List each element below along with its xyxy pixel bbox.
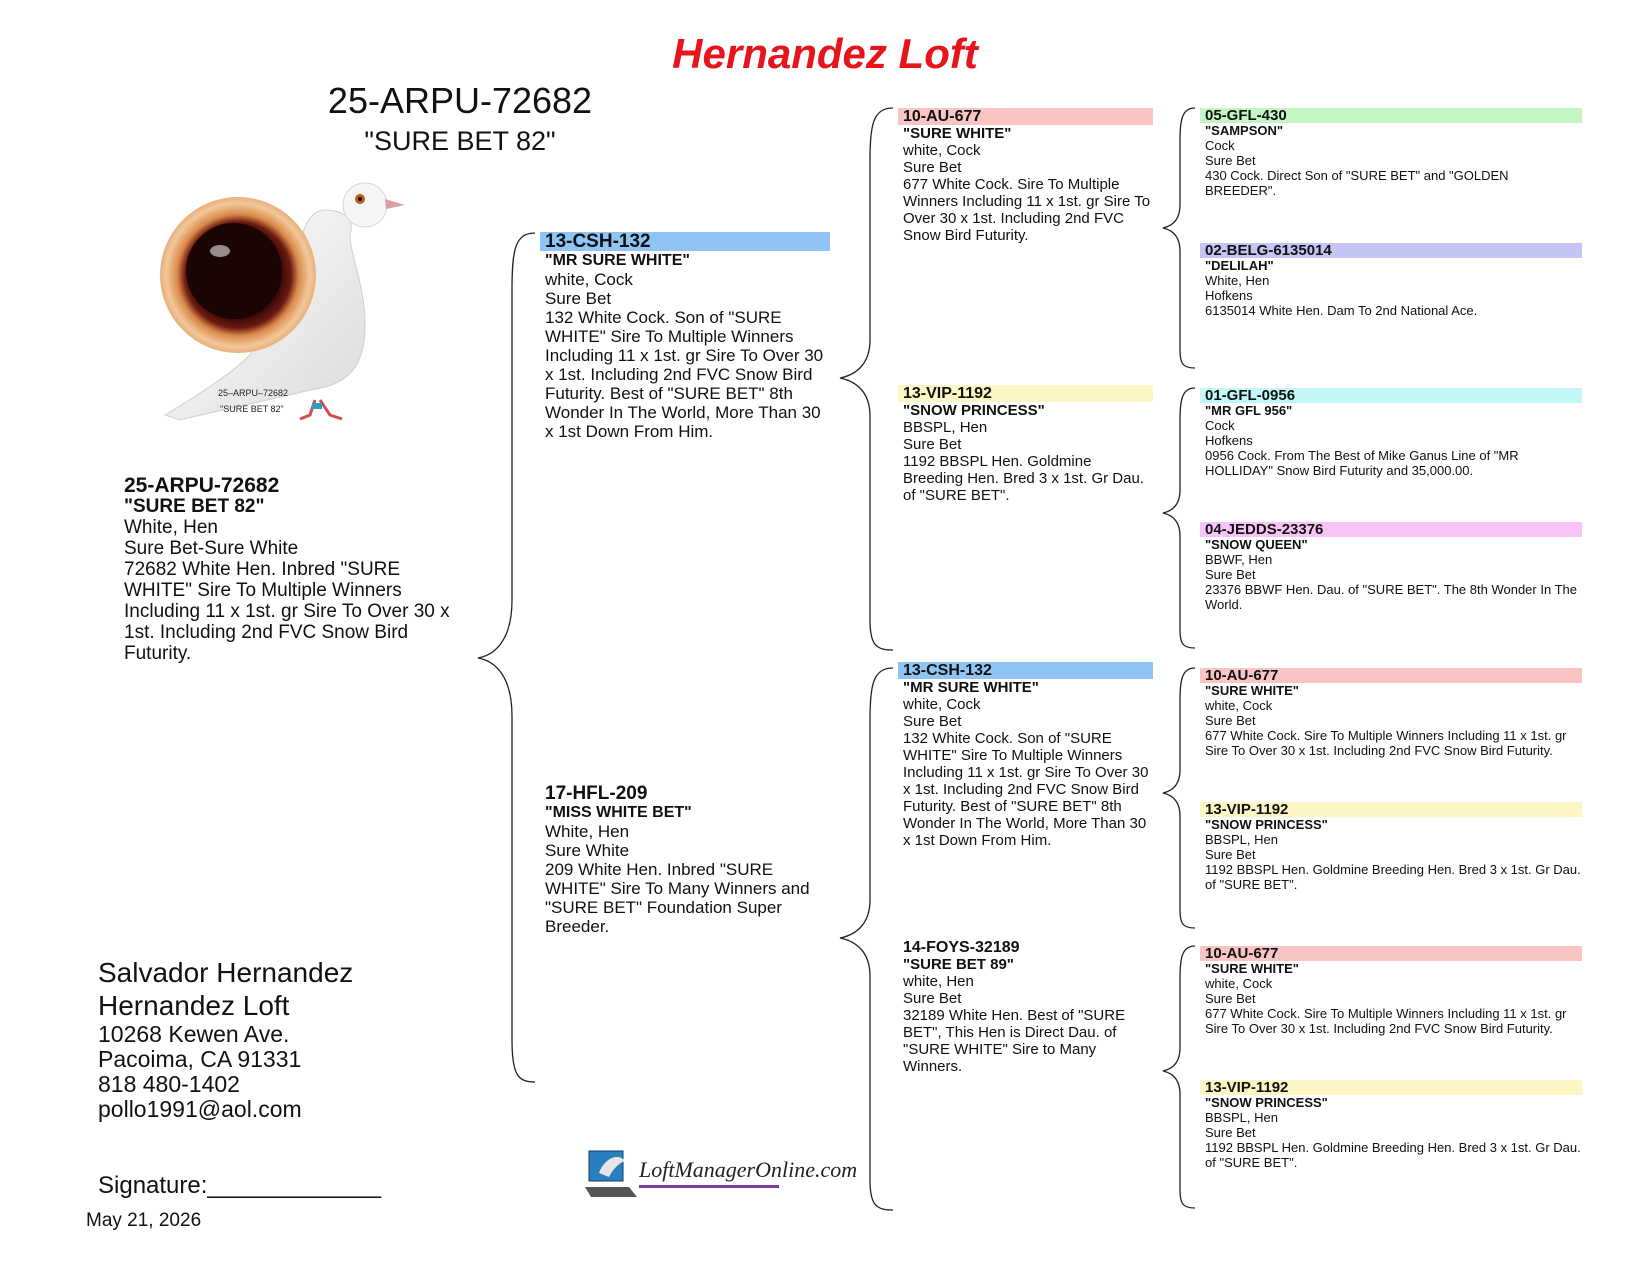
sire-strain: Sure Bet — [545, 289, 612, 308]
bracket-sire — [840, 108, 893, 650]
ggp-notes: 23376 BBWF Hen. Dau. of "SURE BET". The 8th Wonder In The World. — [1205, 582, 1577, 612]
owner-loft: Hernandez Loft — [98, 990, 290, 1021]
ggp-name: "SNOW PRINCESS" — [1205, 817, 1328, 832]
gp-strain: Sure Bet — [903, 436, 962, 453]
ggp-ring: 01-GFL-0956 — [1200, 388, 1582, 403]
gp-name: "SURE WHITE" — [903, 125, 1012, 142]
gp-color-sex: BBSPL, Hen — [903, 419, 988, 436]
bracket-subject — [478, 233, 535, 1082]
gp-notes: 32189 White Hen. Best of "SURE BET", This Hen is Direct Dau. of "SURE WHITE" Sire to Many Winners. — [903, 1007, 1126, 1075]
gp-strain: Sure Bet — [903, 159, 962, 176]
gp-ring: 13-VIP-1192 — [898, 385, 1153, 402]
ggp-strain: Sure Bet — [1205, 847, 1256, 862]
gp-strain: Sure Bet — [903, 990, 962, 1007]
ggp-color-sex: BBSPL, Hen — [1205, 832, 1278, 847]
print-date: May 21, 2026 — [86, 1210, 202, 1231]
sire-ring: 13-CSH-132 — [540, 232, 830, 251]
ggp-name: "SNOW PRINCESS" — [1205, 1095, 1328, 1110]
ggp-strain: Sure Bet — [1205, 991, 1256, 1006]
ggp-notes: 677 White Cock. Sire To Multiple Winners Including 11 x 1st. gr Sire To Over 30 x 1st. Including 2nd FVC Snow Bird Futurity. — [1205, 728, 1567, 758]
ggp-strain: Sure Bet — [1205, 567, 1256, 582]
ggp-strain: Hofkens — [1205, 288, 1253, 303]
ggp-color-sex: White, Hen — [1205, 273, 1270, 288]
gp-notes: 132 White Cock. Son of "SURE WHITE" Sire To Multiple Winners Including 11 x 1st. gr Sire To Over 30 x 1st. Including 2nd FVC Snow Bird Futurity. Best of "SURE BET" 8th Wonder In The World, More Than 30 x 1st Down From Him. — [903, 730, 1149, 849]
ggp-ring: 05-GFL-430 — [1200, 108, 1582, 123]
dam-notes: 209 White Hen. Inbred "SURE WHITE" Sire To Many Winners and "SURE BET" Foundation Super Breeder. — [545, 860, 810, 936]
signature-line: Signature:_____________ — [98, 1172, 381, 1199]
ggp-color-sex: BBSPL, Hen — [1205, 1110, 1278, 1125]
ggp-notes: 6135014 White Hen. Dam To 2nd National Ace. — [1205, 303, 1478, 318]
subject-strain: Sure Bet-Sure White — [124, 538, 299, 559]
ggp-notes: 1192 BBSPL Hen. Goldmine Breeding Hen. Bred 3 x 1st. Gr Dau. of "SURE BET". — [1205, 1140, 1581, 1170]
gp-notes: 1192 BBSPL Hen. Goldmine Breeding Hen. Bred 3 x 1st. Gr Dau. of "SURE BET". — [903, 453, 1144, 504]
ggp-color-sex: Cock — [1205, 138, 1235, 153]
ggp-strain: Hofkens — [1205, 433, 1253, 448]
ggp-ring: 10-AU-677 — [1200, 946, 1582, 961]
ggp-notes: 677 White Cock. Sire To Multiple Winners Including 11 x 1st. gr Sire To Over 30 x 1st. Including 2nd FVC Snow Bird Futurity. — [1205, 1006, 1567, 1036]
gp-strain: Sure Bet — [903, 713, 962, 730]
ggp-name: "SURE WHITE" — [1205, 683, 1299, 698]
ggp-name: "SURE WHITE" — [1205, 961, 1299, 976]
gp-ring: 10-AU-677 — [898, 108, 1153, 125]
ggp-ring: 10-AU-677 — [1200, 668, 1582, 683]
ggp-name: "SNOW QUEEN" — [1205, 537, 1308, 552]
sire-name: "MR SURE WHITE" — [545, 252, 690, 269]
ggp-strain: Sure Bet — [1205, 1125, 1256, 1140]
ggp-color-sex: white, Cock — [1205, 698, 1273, 713]
subject-ring-heading: 25-ARPU-72682 — [327, 80, 593, 121]
dam-strain: Sure White — [545, 841, 630, 860]
ggp-name: "SAMPSON" — [1205, 123, 1284, 138]
dam-name: "MISS WHITE BET" — [545, 804, 692, 821]
bracket-gp-3 — [1163, 668, 1195, 928]
ggp-strain: Sure Bet — [1205, 713, 1256, 728]
ggp-color-sex: white, Cock — [1205, 976, 1273, 991]
ggp-notes: 1192 BBSPL Hen. Goldmine Breeding Hen. Bred 3 x 1st. Gr Dau. of "SURE BET". — [1205, 862, 1581, 892]
gp-ring: 13-CSH-132 — [898, 662, 1153, 679]
dam-color-sex: White, Hen — [545, 822, 630, 841]
subject-ring: 25-ARPU-72682 — [124, 474, 280, 497]
ggp-ring: 13-VIP-1192 — [1200, 802, 1582, 817]
photo-caption-name: "SURE BET 82" — [220, 404, 284, 414]
gp-color-sex: white, Cock — [903, 142, 981, 159]
gp-ring: 14-FOYS-32189 — [903, 939, 1020, 956]
photo-caption-ring: 25–ARPU–72682 — [218, 388, 289, 398]
ggp-strain: Sure Bet — [1205, 153, 1256, 168]
gp-name: "MR SURE WHITE" — [903, 679, 1039, 696]
sire-notes: 132 White Cock. Son of "SURE WHITE" Sire To Multiple Winners Including 11 x 1st. gr Sire To Over 30 x 1st. Including 2nd FVC Snow Bird Futurity. Best of "SURE BET" 8th Wonder In The World, More Than 30 x 1st Down From Him. — [545, 308, 824, 441]
owner-phone: 818 480-1402 — [98, 1071, 240, 1097]
owner-address-2: Pacoima, CA 91331 — [98, 1046, 302, 1072]
ggp-name: "MR GFL 956" — [1205, 403, 1293, 418]
bracket-gp-4 — [1163, 946, 1195, 1208]
bracket-dam — [840, 668, 893, 1210]
subject-color-sex: White, Hen — [124, 517, 218, 538]
gp-notes: 677 White Cock. Sire To Multiple Winners Including 11 x 1st. gr Sire To Over 30 x 1st. Including 2nd FVC Snow Bird Futurity. — [903, 176, 1151, 244]
subject-notes: 72682 White Hen. Inbred "SURE WHITE" Sire To Multiple Winners Including 11 x 1st. gr Sire To Over 30 x 1st. Including 2nd FVC Snow Bird Futurity. — [124, 559, 450, 664]
dam-ring: 17-HFL-209 — [545, 783, 648, 804]
bracket-gp-2 — [1163, 388, 1195, 648]
ggp-notes: 430 Cock. Direct Son of "SURE BET" and "GOLDEN BREEDER". — [1205, 168, 1509, 198]
gp-name: "SNOW PRINCESS" — [903, 402, 1045, 419]
ggp-ring: 04-JEDDS-23376 — [1200, 522, 1582, 537]
logo-text: LoftManagerOnline.com — [639, 1157, 858, 1182]
bracket-gp-1 — [1163, 108, 1195, 368]
ggp-color-sex: BBWF, Hen — [1205, 552, 1273, 567]
ggp-notes: 0956 Cock. From The Best of Mike Ganus Line of "MR HOLLIDAY" Snow Bird Futurity and 35,000.00. — [1205, 448, 1519, 478]
owner-email: pollo1991@aol.com — [98, 1096, 302, 1122]
owner-name: Salvador Hernandez — [98, 957, 354, 988]
subject-name: "SURE BET 82" — [124, 496, 265, 517]
owner-address-1: 10268 Kewen Ave. — [98, 1021, 290, 1047]
ggp-ring: 02-BELG-6135014 — [1200, 243, 1582, 258]
ggp-name: "DELILAH" — [1205, 258, 1274, 273]
gp-name: "SURE BET 89" — [903, 956, 1014, 973]
gp-color-sex: white, Cock — [903, 696, 981, 713]
ggp-ring: 13-VIP-1192 — [1200, 1080, 1582, 1095]
ggp-color-sex: Cock — [1205, 418, 1235, 433]
gp-color-sex: white, Hen — [903, 973, 974, 990]
sire-color-sex: white, Cock — [545, 270, 633, 289]
loft-title: Hernandez Loft — [672, 30, 978, 77]
subject-name-heading: "SURE BET 82" — [364, 126, 556, 156]
